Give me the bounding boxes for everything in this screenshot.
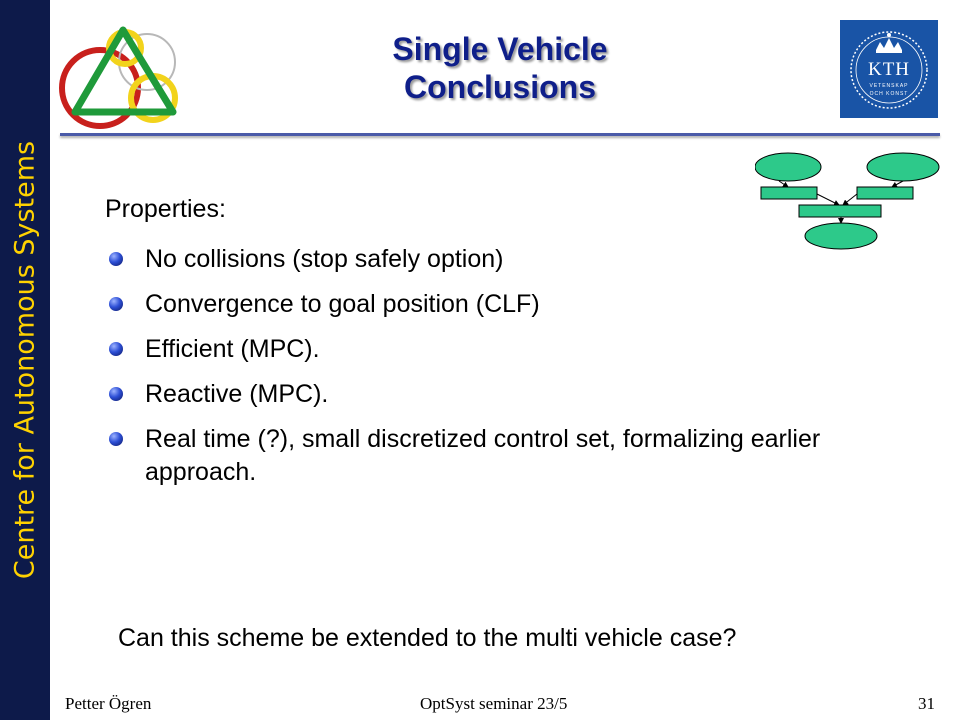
diagram-edge-1 xyxy=(779,181,788,187)
tree-diagram xyxy=(755,150,945,250)
footer-page-number: 31 xyxy=(918,694,935,713)
bullet-item xyxy=(105,333,925,366)
kth-logo-text: KTH xyxy=(867,59,911,80)
bullet-text: Convergence to goal position (CLF) xyxy=(145,290,540,318)
bullet-item xyxy=(105,378,925,411)
diagram-box-left xyxy=(761,187,817,199)
kth-logo-subtext-top: VETENSKAP xyxy=(869,83,909,89)
bullet-icon xyxy=(109,252,123,266)
diagram-box-center xyxy=(799,205,881,217)
sidebar xyxy=(0,0,50,720)
kth-logo-subtext-bottom: OCH KONST xyxy=(869,91,909,97)
bullet-text: Efficient (MPC). xyxy=(145,335,320,363)
diagram-box-right xyxy=(857,187,913,199)
bullet-item xyxy=(105,423,925,489)
diagram-edge-3 xyxy=(817,194,839,205)
bullet-item xyxy=(105,288,925,321)
bullet-list xyxy=(105,243,925,501)
bullet-icon xyxy=(109,297,123,311)
diagram-edge-2 xyxy=(892,181,903,187)
title-line-1: Single Vehicle xyxy=(392,31,608,67)
bullet-text: Reactive (MPC). xyxy=(145,380,329,408)
cas-logo xyxy=(55,20,195,130)
bullet-icon xyxy=(109,432,123,446)
diagram-edge-4 xyxy=(843,194,857,205)
properties-heading: Properties: xyxy=(105,195,226,223)
bullet-text: Real time (?), small discretized control set, formalizing earlier approach. xyxy=(145,425,821,486)
footer-author: Petter Ögren xyxy=(65,694,152,713)
title-line-2: Conclusions xyxy=(403,69,596,105)
diagram-node-top-right xyxy=(867,153,939,181)
bullet-icon xyxy=(109,342,123,356)
footer-seminar: OptSyst seminar 23/5 xyxy=(420,694,568,713)
bullet-icon xyxy=(109,387,123,401)
slide-title xyxy=(250,30,750,106)
closing-question: Can this scheme be extended to the multi vehicle case? xyxy=(118,624,737,652)
title-divider xyxy=(60,133,940,136)
kth-logo xyxy=(840,20,938,118)
bullet-text: No collisions (stop safely option) xyxy=(145,245,504,273)
diagram-node-top-left xyxy=(755,153,821,181)
sidebar-title: Centre for Autonomous Systems xyxy=(9,140,41,580)
bullet-item xyxy=(105,243,925,276)
logo-green-triangle xyxy=(75,30,173,112)
